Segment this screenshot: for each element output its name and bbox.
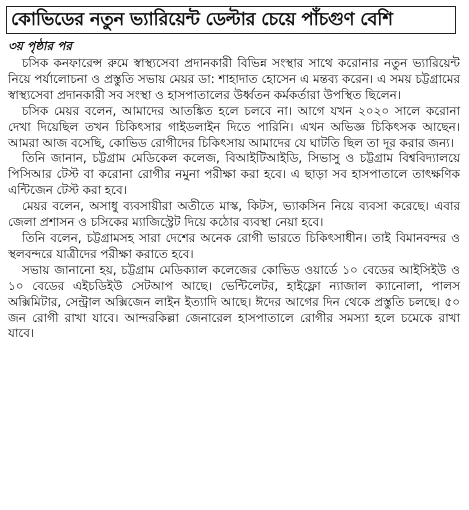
paragraph: তিনি বলেন, চট্টগ্রামসহ সারা দেশের অনেক রোগী ভারতে চিকিৎসাধীন। তাই বিমানবন্দর ও স্থলবন্দরে যাত্রীদের পরীক্ষা করাতে হবে। [8, 230, 460, 261]
continued-from-label: ৩য় পৃষ্ঠার পর [8, 39, 73, 53]
paragraph: মেয়র বলেন, অসাধু ব্যবসায়ীরা অতীতে মাস্ক, কিটস, ভ্যাকসিন নিয়ে ব্যবসা করেছে। এবার জেলা প্রশাসন ও চসিকের ম্যাজিস্ট্রেট দিয়ে কঠোর ব্যবস্থা নেয়া হবে। [8, 199, 460, 230]
paragraph: তিনি জানান, চট্টগ্রাম মেডিকেল কলেজ, বিআইটিআইডি, সিভাসু ও চট্টগ্রাম বিশ্ববিদ্যালয়ে পিসিআর টেস্ট বা করোনা রোগীর নমুনা পরীক্ষা করা হবে। এ ছাড়া সব হাসপাতালে তাৎক্ষণিক এন্টিজেন টেস্ট করা হবে। [8, 151, 460, 198]
paragraph: চসিক কনফারেন্স রুমে স্বাস্থ্যসেবা প্রদানকারী বিভিন্ন সংস্থার সাথে করোনার নতুন ভ্যারিয়েন্ট নিয়ে পর্যালোচনা ও প্রস্তুতি সভায় মেয়র ডা: শাহাদাত হোসেন এ মন্তব্য করেন। এ সময় চট্টগ্রামের স্বাস্থ্যসেবা প্রদানকারী সব সংস্থা ও হাসপাতালের উর্ধ্বতন কর্মকর্তারা উপস্থিত ছিলেন। [8, 56, 460, 102]
paragraph: সভায় জানানো হয়, চট্টগ্রাম মেডিক্যাল কলেজের কোভিড ওয়ার্ডে ১০ বেডের আইসিইউ ও ১০ বেডের এইচডিইউ সেটআপ আছে। ভেন্টিলেটর, হাইফ্লো ন্যাজাল ক্যানোলা, পালস অক্সিমিটার, সেন্ট্রাল অক্সিজেন লাইন ইত্যাদি আছে। ঈদের আগের দিন থেকে প্রস্তুতি চলছে। ৫০ জন রোগী রাখা যাবে। আন্দরকিল্লা জেনারেল হাসপাতালে রোগীর সমস্যা হলে চমেকে রাখা যাবে। [8, 262, 460, 341]
headline: কোভিডের নতুন ভ্যারিয়েন্ট ডেল্টার চেয়ে পাঁচগুণ বেশি [6, 6, 456, 34]
paragraph: চসিক মেয়র বলেন, আমাদের আতঙ্কিত হলে চলবে না। আগে যখন ২০২০ সালে করোনা দেখা দিয়েছিল তখন চিকিৎসার গাইডলাইন দিতে পারিনি। এখন অভিজ্ঞ চিকিৎসক আছেন। আমরা আজ বসেছি, কোভিড রোগীদের চিকিৎসায় আমাদের যে ঘাটতি ছিল তা দূর করার জন্য। [8, 103, 460, 150]
article-body [8, 56, 460, 342]
